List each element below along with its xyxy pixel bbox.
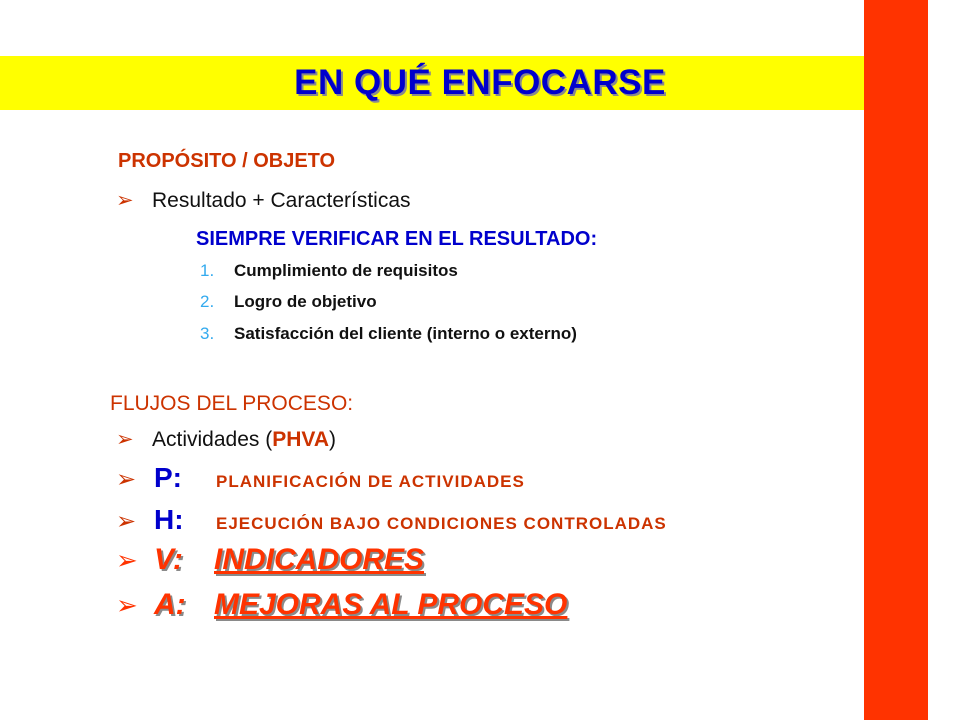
flujos-heading: FLUJOS DEL PROCESO: <box>110 392 354 415</box>
phase-text: EJECUCIÓN BAJO CONDICIONES CONTROLADAS <box>216 514 667 533</box>
arrowhead-bullet-icon: ➢ <box>116 590 138 620</box>
list-item-text: Cumplimiento de requisitos <box>234 261 458 280</box>
list-item-text: Satisfacción del cliente (interno o externo) <box>234 324 577 343</box>
arrowhead-bullet-icon: ➢ <box>116 189 134 212</box>
phase-letter: V: <box>154 543 183 576</box>
flujos-bullet-highlight: PHVA <box>272 428 330 451</box>
list-item-number: 2. <box>200 292 215 311</box>
arrowhead-bullet-icon: ➢ <box>116 428 134 451</box>
phase-letter: H: <box>154 504 184 535</box>
list-item-text: Logro de objetivo <box>234 292 377 311</box>
phase-letter: P: <box>154 462 182 493</box>
phase-item-h <box>116 504 667 536</box>
phase-text: INDICADORES <box>214 543 425 576</box>
arrowhead-bullet-icon: ➢ <box>116 466 137 493</box>
list-item <box>200 292 377 312</box>
phase-highlight <box>154 588 567 621</box>
arrowhead-bullet-icon: ➢ <box>116 545 138 575</box>
flujos-bullet-prefix: Actividades ( <box>152 428 273 451</box>
phase-item-p <box>116 462 525 494</box>
arrowhead-bullet-icon: ➢ <box>116 508 137 535</box>
accent-bar <box>864 0 928 720</box>
proposito-bullet <box>116 188 411 213</box>
list-item-number: 3. <box>200 324 215 343</box>
proposito-subheading: SIEMPRE VERIFICAR EN EL RESULTADO: <box>196 228 598 250</box>
phase-highlight <box>154 543 424 576</box>
list-item <box>200 261 458 281</box>
phase-text: MEJORAS AL PROCESO <box>214 588 568 621</box>
proposito-heading: PROPÓSITO / OBJETO <box>118 150 336 172</box>
proposito-bullet-text: Resultado + Características <box>152 189 411 212</box>
list-item <box>200 324 577 344</box>
flujos-bullet-suffix: ) <box>329 428 337 451</box>
list-item-number: 1. <box>200 261 215 280</box>
phase-text: PLANIFICACIÓN DE ACTIVIDADES <box>216 472 525 491</box>
phase-letter: A: <box>154 588 186 621</box>
page-title: EN QUÉ ENFOCARSE <box>294 63 666 102</box>
flujos-bullet <box>116 427 336 452</box>
phase-item-v <box>116 543 424 577</box>
phase-item-a <box>116 588 567 622</box>
